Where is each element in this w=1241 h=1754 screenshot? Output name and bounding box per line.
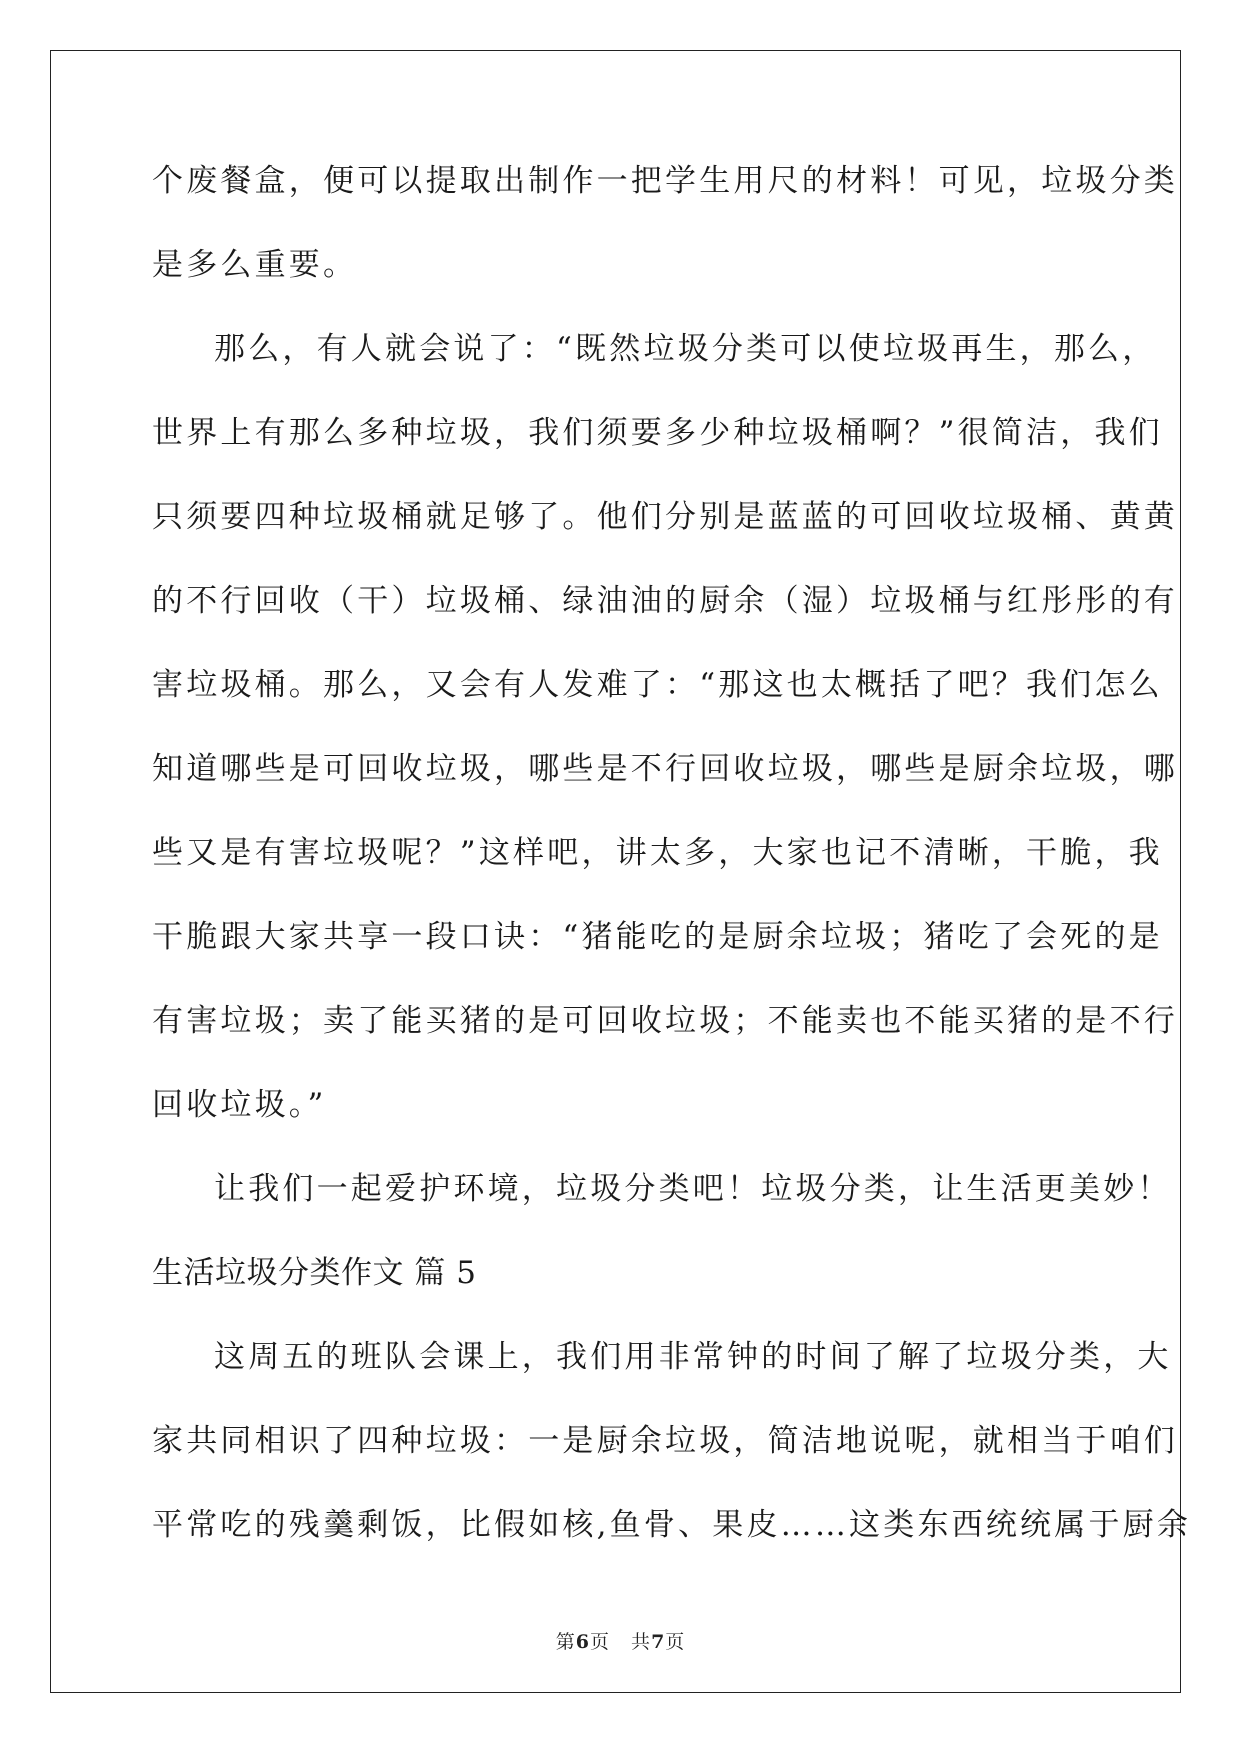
text-line: 的不行回收（干）垃圾桶、绿油油的厨余（湿）垃圾桶与红彤彤的有 [152, 583, 1178, 619]
document-body [152, 162, 1192, 1590]
text-line: 是多么重要。 [152, 247, 358, 283]
text-line: 有害垃圾；卖了能买猪的是可回收垃圾；不能卖也不能买猪的是不行 [152, 1003, 1178, 1039]
text-line: 回收垃圾。” [152, 1087, 327, 1123]
text-line: 些又是有害垃圾呢？”这样吧，讲太多，大家也记不清晰，干脆，我 [152, 835, 1163, 871]
footer-suffix: 页 [665, 1631, 686, 1653]
section-heading: 生活垃圾分类作文 篇 5 [152, 1255, 477, 1291]
paragraph-start: 那么，有人就会说了：“既然垃圾分类可以使垃圾再生，那么， [214, 331, 1157, 367]
text-line: 害垃圾桶。那么，又会有人发难了：“那这也太概括了吧？我们怎么 [152, 667, 1163, 703]
paragraph-start: 让我们一起爱护环境，垃圾分类吧！垃圾分类，让生活更美妙！ [214, 1171, 1172, 1207]
page-footer [0, 1627, 1241, 1654]
current-page-number: 6 [575, 1631, 590, 1653]
text-line: 家共同相识了四种垃圾：一是厨余垃圾，简洁地说呢，就相当于咱们 [152, 1423, 1178, 1459]
total-page-number: 7 [651, 1631, 666, 1653]
paragraph-start: 这周五的班队会课上，我们用非常钟的时间了解了垃圾分类，大 [214, 1339, 1172, 1375]
text-line: 世界上有那么多种垃圾，我们须要多少种垃圾桶啊？”很简洁，我们 [152, 415, 1163, 451]
text-line: 只须要四种垃圾桶就足够了。他们分别是蓝蓝的可回收垃圾桶、黄黄 [152, 499, 1178, 535]
footer-mid: 页 共 [589, 1631, 652, 1653]
text-line: 平常吃的残羹剩饭，比假如核,鱼骨、果皮……这类东西统统属于厨余 [152, 1507, 1192, 1543]
text-line: 个废餐盒，便可以提取出制作一把学生用尺的材料！可见，垃圾分类 [152, 163, 1178, 199]
text-line: 干脆跟大家共享一段口诀：“猪能吃的是厨余垃圾；猪吃了会死的是 [152, 919, 1163, 955]
footer-prefix: 第 [555, 1631, 576, 1653]
text-line: 知道哪些是可回收垃圾，哪些是不行回收垃圾，哪些是厨余垃圾，哪 [152, 751, 1178, 787]
